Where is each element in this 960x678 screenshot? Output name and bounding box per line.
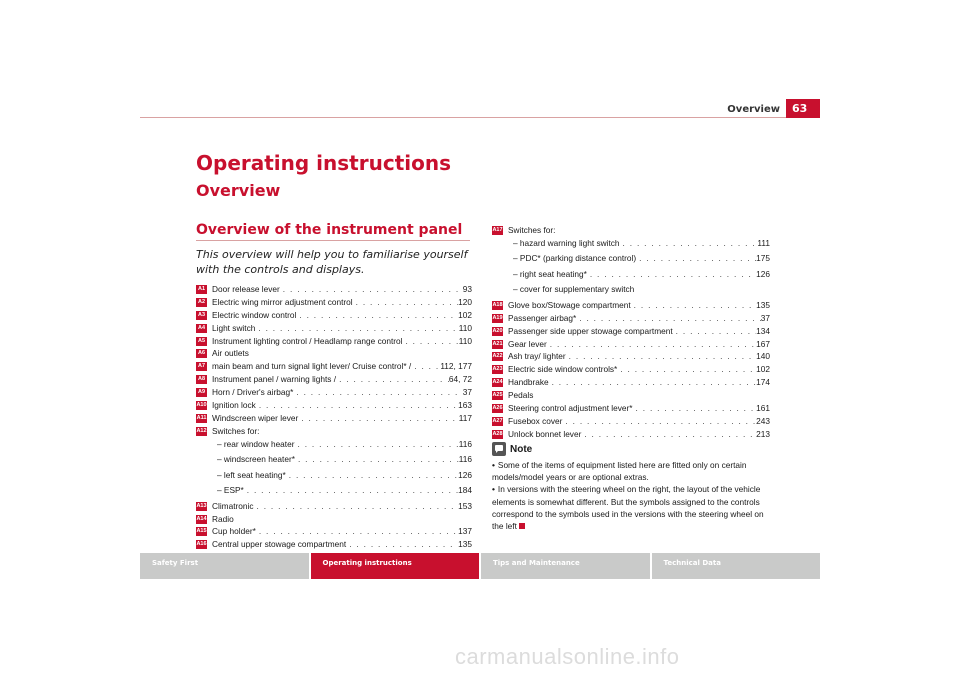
footer-tab-operating-instructions[interactable]: Operating instructions [311, 553, 480, 579]
list-item [196, 538, 472, 551]
item-label: – windscreen heater* [217, 454, 295, 465]
item-label: Instrument lighting control / Headlamp range control [212, 335, 403, 346]
dot-leader [581, 428, 756, 441]
page-reference[interactable]: 37 [760, 312, 770, 323]
chapter-title: Operating instructions [196, 151, 451, 175]
item-label: Passenger airbag* [508, 312, 577, 323]
callout-badge: A19 [492, 314, 503, 321]
item-label: Pedals [508, 390, 534, 401]
list-item [492, 402, 770, 415]
list-entry [508, 268, 770, 281]
page-reference[interactable]: 102 [756, 364, 770, 375]
callout-badge: A18 [492, 301, 503, 308]
list-item [196, 347, 472, 360]
dot-leader [346, 538, 458, 551]
page-reference[interactable]: 112, 177 [440, 361, 472, 372]
footer-tab-safety-first[interactable]: Safety First [140, 553, 309, 579]
list-item [196, 453, 472, 469]
page-reference[interactable]: 111 [757, 237, 770, 248]
instrument-panel-list-right [492, 224, 770, 441]
item-label: – ESP* [217, 485, 244, 496]
dot-leader [673, 325, 757, 338]
item-label: – hazard warning light switch [513, 237, 620, 248]
list-item [492, 376, 770, 389]
callout-badge: A1 [197, 286, 206, 292]
item-label: Handbrake [508, 377, 549, 388]
page-reference[interactable]: 110 [458, 322, 472, 333]
list-entry [212, 386, 472, 399]
list-item [492, 415, 770, 428]
list-item [196, 484, 472, 500]
list-entry [508, 299, 770, 312]
list-entry [212, 373, 472, 386]
page-reference[interactable]: 93 [462, 284, 472, 294]
dot-leader [636, 252, 756, 265]
dot-leader [402, 335, 458, 348]
page-reference[interactable]: 163 [458, 400, 472, 411]
list-entry [508, 402, 770, 415]
page-reference[interactable]: 102 [458, 309, 472, 320]
item-label: Switches for: [212, 425, 260, 436]
list-entry [212, 283, 472, 296]
item-label: – rear window heater [217, 438, 295, 449]
note-header [492, 441, 774, 457]
list-item [196, 283, 472, 296]
header-rule [140, 117, 820, 118]
item-label: Ignition lock [212, 400, 256, 411]
page-reference[interactable]: 64, 72 [448, 374, 472, 385]
list-entry [212, 360, 472, 373]
list-entry [212, 469, 472, 482]
list-entry [212, 438, 472, 451]
page-number: 63 [786, 99, 820, 118]
list-entry [212, 322, 472, 335]
page-reference[interactable]: 120 [458, 296, 472, 307]
list-item [196, 296, 472, 309]
dot-leader [587, 268, 756, 281]
list-item [196, 386, 472, 399]
item-label: main beam and turn signal light lever/ Cruise control* / [212, 361, 412, 372]
page-reference[interactable]: 161 [756, 403, 770, 414]
list-entry [508, 428, 770, 441]
list-entry [212, 453, 472, 466]
page-reference[interactable]: 167 [756, 338, 770, 349]
item-label: Radio [212, 513, 234, 524]
list-entry [508, 338, 770, 351]
dot-leader [295, 453, 459, 466]
bullet: • [492, 484, 495, 495]
callout-badge: A7 [197, 363, 206, 370]
list-entry [508, 252, 770, 265]
list-entry [212, 347, 472, 360]
running-header-title: Overview [727, 104, 780, 115]
list-item [196, 412, 472, 425]
page-reference[interactable]: 134 [756, 325, 770, 336]
callout-badge: A20 [492, 327, 503, 334]
page-reference[interactable]: 110 [458, 335, 472, 346]
list-item [492, 237, 770, 253]
note-box [492, 441, 774, 532]
dot-leader [633, 402, 757, 415]
list-item [492, 299, 770, 312]
dot-leader [576, 312, 761, 325]
page-reference[interactable]: 153 [458, 500, 472, 511]
list-entry [212, 513, 472, 526]
item-label: Cup holder* [212, 526, 256, 537]
callout-badge: A24 [492, 379, 503, 386]
dot-leader [353, 296, 459, 309]
item-label: – right seat heating* [513, 268, 587, 279]
page-reference[interactable]: 37 [462, 387, 472, 398]
page-reference[interactable]: 116 [458, 438, 472, 449]
page-reference[interactable]: 117 [458, 412, 472, 423]
item-label: Electric side window controls* [508, 364, 618, 375]
instrument-panel-list-left [196, 283, 472, 551]
callout-badge: A16 [196, 541, 207, 548]
item-label: Climatronic [212, 500, 254, 511]
list-entry [508, 237, 770, 250]
callout-badge: A26 [492, 405, 503, 412]
callout-badge: A11 [196, 414, 207, 421]
list-entry [212, 335, 472, 348]
item-label: Unlock bonnet lever [508, 428, 582, 439]
list-entry [212, 399, 472, 412]
item-label: – left seat heating* [217, 469, 286, 480]
list-entry [508, 325, 770, 338]
callout-badge: A10 [196, 402, 207, 409]
list-item [492, 283, 770, 299]
footer-tab-technical-data[interactable]: Technical Data [652, 553, 821, 579]
item-label: Light switch [212, 322, 256, 333]
list-entry [508, 350, 770, 363]
list-item [492, 268, 770, 284]
list-entry [508, 389, 770, 402]
intro-text: This overview will help you to familiarise yourself with the controls and displays. [196, 248, 468, 276]
list-entry [508, 312, 770, 325]
list-item [492, 325, 770, 338]
list-item [492, 224, 770, 237]
item-label: – cover for supplementary switch [513, 284, 635, 295]
dot-leader [280, 283, 463, 296]
callout-badge: A14 [196, 515, 207, 522]
page-reference[interactable]: 135 [458, 539, 472, 550]
list-entry [508, 283, 770, 296]
item-label: Fusebox cover [508, 415, 563, 426]
note-body [492, 459, 774, 532]
list-entry [212, 525, 472, 538]
item-label: Electric window control [212, 309, 297, 320]
dot-leader [566, 350, 757, 363]
list-entry [212, 309, 472, 322]
callout-badge: A25 [492, 392, 503, 399]
item-label: Instrument panel / warning lights / [212, 374, 337, 385]
page-reference[interactable]: 126 [756, 268, 770, 279]
page-reference[interactable]: 137 [458, 526, 472, 537]
callout-badge: A27 [492, 417, 503, 424]
dot-leader [298, 412, 459, 425]
list-item [196, 513, 472, 526]
list-entry [508, 376, 770, 389]
list-entry [212, 296, 472, 309]
item-label: Windscreen wiper lever [212, 412, 299, 423]
footer-nav [140, 553, 820, 579]
item-label: – PDC* (parking distance control) [513, 253, 637, 264]
list-item [196, 322, 472, 335]
list-entry [212, 412, 472, 425]
list-entry [508, 224, 770, 237]
list-item [492, 428, 770, 441]
note-item-text: Some of the items of equipment listed here are fitted only on certain models/model years or are optional extras. [492, 460, 747, 483]
callout-badge: A15 [196, 528, 207, 535]
item-label: Air outlets [212, 348, 249, 359]
dot-leader [336, 373, 449, 386]
list-item [196, 335, 472, 348]
callout-badge: A23 [492, 366, 503, 373]
item-label: Electric wing mirror adjustment control [212, 296, 353, 307]
page-reference[interactable]: 140 [756, 351, 770, 362]
dot-leader [254, 500, 459, 513]
page-reference[interactable]: 135 [756, 299, 770, 310]
dot-leader [296, 309, 458, 322]
subsection-title: Overview of the instrument panel [196, 222, 463, 238]
callout-badge: A4 [197, 324, 206, 331]
dot-leader [620, 237, 758, 250]
list-entry [212, 425, 472, 438]
section-title: Overview [196, 181, 281, 200]
subsection-rule [196, 240, 470, 241]
dot-leader [286, 469, 458, 482]
page-reference[interactable]: 116 [458, 454, 472, 465]
list-item [196, 525, 472, 538]
callout-badge: A5 [197, 337, 206, 344]
item-label: Door release lever [212, 284, 280, 294]
dot-leader [562, 415, 756, 428]
item-label: Ash tray/ lighter [508, 351, 566, 362]
footer-tab-tips-maintenance[interactable]: Tips and Maintenance [481, 553, 650, 579]
note-item [492, 483, 774, 532]
dot-leader [617, 363, 756, 376]
callout-badge: A8 [197, 376, 206, 383]
page-reference[interactable]: 213 [756, 428, 770, 439]
page-reference[interactable]: 174 [756, 377, 770, 388]
list-item [196, 309, 472, 322]
item-label: Gear lever [508, 338, 547, 349]
dot-leader [294, 438, 458, 451]
item-label: Steering control adjustment lever* [508, 403, 633, 414]
callout-badge: A28 [492, 430, 503, 437]
dot-leader [411, 360, 440, 373]
list-entry [212, 484, 472, 497]
dot-leader [293, 386, 462, 399]
note-icon [492, 442, 506, 456]
list-item [196, 438, 472, 454]
item-label: Horn / Driver's airbag* [212, 387, 294, 398]
dot-leader [549, 376, 757, 389]
dot-leader [255, 322, 458, 335]
callout-badge: A12 [196, 427, 207, 434]
list-item [492, 312, 770, 325]
callout-badge: A17 [492, 227, 503, 233]
note-item-text: In versions with the steering wheel on the right, the layout of the vehicle elements is somewhat different. But the symbols assigned to the controls correspond to the symbols used in the versions with the steering wheel on the left [492, 484, 764, 532]
page-reference[interactable]: 126 [458, 469, 472, 480]
callout-badge: A2 [197, 298, 206, 305]
list-item [492, 363, 770, 376]
page-reference[interactable]: 243 [756, 415, 770, 426]
watermark: carmanualsonline.info [455, 644, 680, 669]
item-label: Passenger side upper stowage compartment [508, 325, 673, 336]
callout-badge: A13 [196, 502, 207, 509]
callout-badge: A3 [197, 311, 206, 318]
page-reference[interactable]: 184 [458, 485, 472, 496]
dot-leader [547, 338, 756, 351]
list-item [196, 399, 472, 412]
callout-badge: A22 [492, 353, 503, 360]
dot-leader [631, 299, 756, 312]
item-label: Switches for: [508, 225, 556, 235]
callout-badge: A6 [197, 350, 206, 357]
list-entry [212, 538, 472, 551]
page-reference[interactable]: 175 [756, 253, 770, 264]
callout-badge: A9 [197, 389, 206, 396]
list-item [196, 373, 472, 386]
dot-leader [256, 399, 458, 412]
list-item [492, 389, 770, 402]
dot-leader [256, 525, 458, 538]
list-entry [508, 415, 770, 428]
list-item [492, 252, 770, 268]
note-label: Note [510, 443, 533, 455]
list-item [196, 425, 472, 438]
item-label: Central upper stowage compartment [212, 539, 347, 550]
note-item [492, 459, 774, 483]
list-item [196, 500, 472, 513]
item-label: Glove box/Stowage compartment [508, 299, 631, 310]
list-item [492, 350, 770, 363]
list-entry [508, 363, 770, 376]
list-item [196, 469, 472, 485]
dot-leader [244, 484, 458, 497]
list-item [492, 338, 770, 351]
list-entry [212, 500, 472, 513]
bullet: • [492, 460, 495, 470]
end-of-section-marker [519, 523, 525, 529]
callout-badge: A21 [492, 340, 503, 347]
list-item [196, 360, 472, 373]
